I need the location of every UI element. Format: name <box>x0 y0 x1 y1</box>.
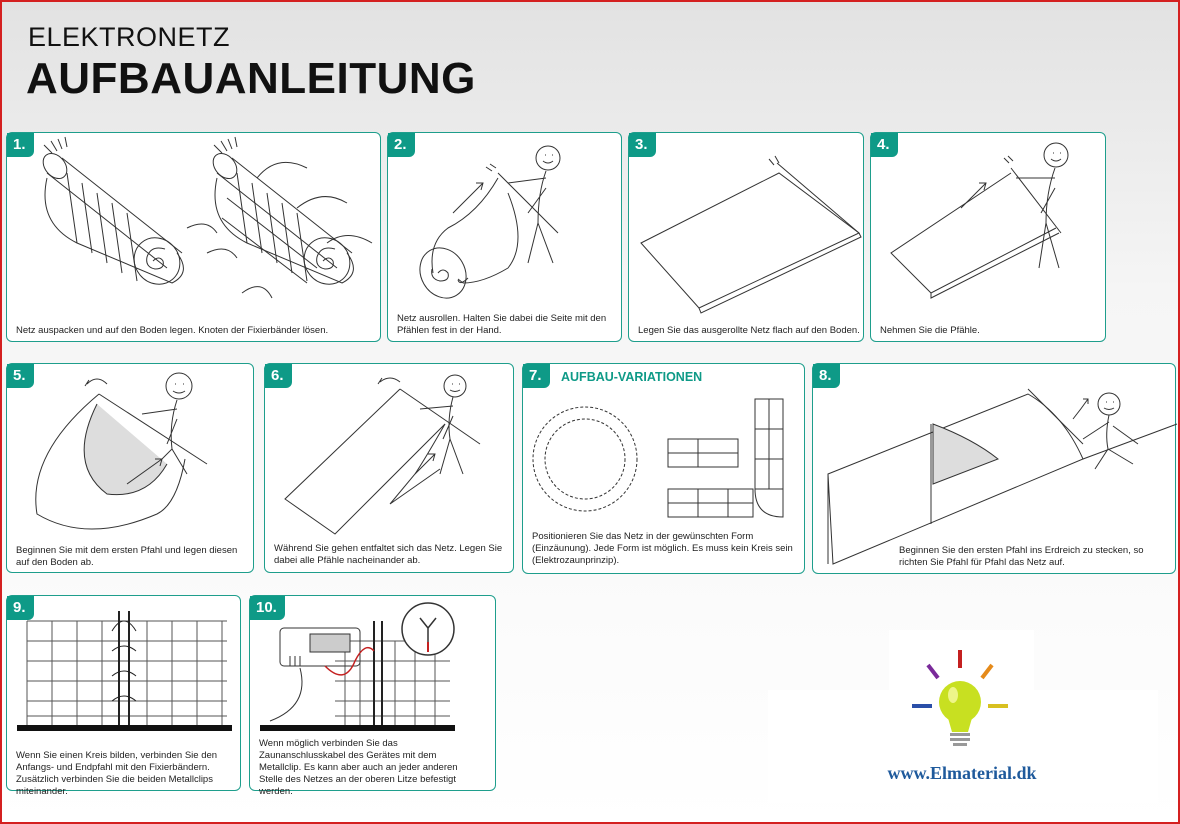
step-2-panel <box>387 132 622 342</box>
variations-heading: AUFBAU-VARIATIONEN <box>561 370 703 384</box>
step-caption: Netz auspacken und auf den Boden legen. Knoten der Fixierbänder lösen. <box>16 325 329 336</box>
step-8-panel <box>812 363 1176 574</box>
step-number: 9. <box>7 596 34 620</box>
step-caption: Beginnen Sie den ersten Pfahl ins Erdreich zu stecken, so richten Sie Pfahl für Pfahl das Netz auf. <box>899 545 1144 568</box>
flat-net-illustration <box>629 133 865 343</box>
step-caption: Nehmen Sie die Pfähle. <box>880 325 980 336</box>
logo-text[interactable]: www.Elmaterial.dk <box>887 763 1037 783</box>
take-stakes-illustration <box>871 133 1107 343</box>
page-title: AUFBAUANLEITUNG <box>26 54 476 103</box>
step-caption: Beginnen Sie mit dem ersten Pfahl und legen diesen auf den Boden ab. <box>16 545 238 568</box>
step-6-panel <box>264 363 514 573</box>
first-stake-illustration <box>7 364 255 574</box>
step-number: 4. <box>871 133 898 157</box>
step-caption: Netz ausrollen. Halten Sie dabei die Seite mit den Pfählen fest in der Hand. <box>397 313 607 336</box>
page-subtitle: ELEKTRONETZ <box>28 22 231 52</box>
lightbulb-logo-icon <box>900 640 1020 760</box>
step-1-panel <box>6 132 381 342</box>
step-4-panel <box>870 132 1106 342</box>
step-3-panel <box>628 132 864 342</box>
step-9-panel <box>6 595 241 797</box>
step-number: 10. <box>250 596 285 620</box>
step-number: 1. <box>7 133 34 157</box>
step-caption: Während Sie gehen entfaltet sich das Netz. Legen Sie dabei alle Pfähle nacheinander ab. <box>274 543 503 566</box>
step-7-panel <box>522 363 805 574</box>
step-number: 5. <box>7 364 34 388</box>
erect-net-illustration <box>813 364 1177 575</box>
step-number: 2. <box>388 133 415 157</box>
step-caption: Wenn möglich verbinden Sie das Zaunanschlusskabel des Gerätes mit dem Metallclip. Es kann aber auch an jeder anderen Stelle des Netzes an der oberen Litze befestigt werden. <box>259 738 458 797</box>
step-number: 3. <box>629 133 656 157</box>
step-caption: Positionieren Sie das Netz in der gewünschten Form (Einzäunung). Jede Form ist möglich. Es muss kein Kreis sein (Elektrozaunprinzip). <box>532 531 793 566</box>
step-5-panel <box>6 363 254 573</box>
step-number: 7. <box>523 364 550 388</box>
rolled-net-illustration <box>7 133 382 343</box>
step-number: 8. <box>813 364 840 388</box>
unroll-net-illustration <box>388 133 623 343</box>
step-10-panel <box>249 595 496 797</box>
step-number: 6. <box>265 364 292 388</box>
step-caption: Wenn Sie einen Kreis bilden, verbinden Sie den Anfangs- und Endpfahl mit den Fixierbändern. Zusätzlich verbinden Sie die beiden Metallclips miteinander. <box>16 750 218 797</box>
step-caption: Legen Sie das ausgerollte Netz flach auf den Boden. <box>638 325 860 336</box>
